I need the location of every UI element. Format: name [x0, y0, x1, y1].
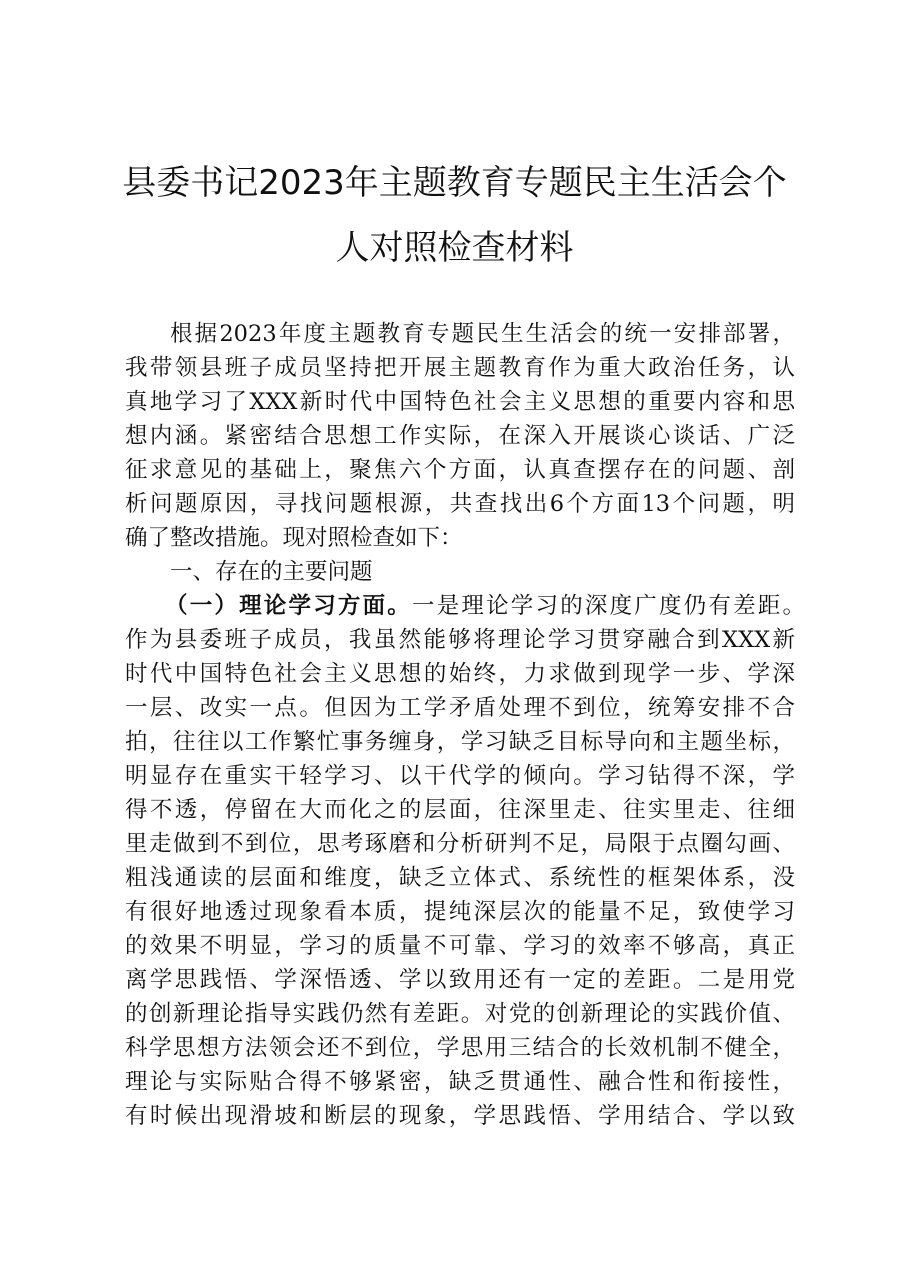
intro-line: 我带领县班子成员坚持把开展主题教育作为重大政治任务，认 — [125, 355, 795, 381]
section-line: 粗浅通读的层面和维度，缺乏立体式、系统性的框架体系，没 — [125, 865, 795, 891]
section-line: 得不透，停留在大而化之的层面，往深里走、往实里走、往细 — [125, 797, 795, 823]
section-line: 有时候出现滑坡和断层的现象，学思践悟、学用结合、学以致 — [125, 1103, 795, 1129]
section-line: 的创新理论指导实践仍然有差距。对党的创新理论的实践价值、 — [125, 1001, 795, 1027]
section-line: 明显存在重实干轻学习、以干代学的倾向。学习钻得不深，学 — [125, 763, 795, 789]
section-line: 的效果不明显，学习的质量不可靠、学习的效率不够高，真正 — [125, 933, 795, 959]
intro-line: 根据2023年度主题教育专题民生生活会的统一安排部署， — [170, 321, 795, 347]
section-line: 科学思想方法领会还不到位，学思用三结合的长效机制不健全， — [125, 1035, 795, 1061]
section-line: 里走做到不到位，思考琢磨和分析研判不足，局限于点圈勾画、 — [125, 831, 795, 857]
section-heading: 一、存在的主要问题 — [170, 559, 373, 585]
section-line: 拍，往往以工作繁忙事务缠身，学习缺乏目标导向和主题坐标， — [125, 729, 795, 755]
document-title-line-1: 县委书记2023年主题教育专题民主生活会个 — [122, 163, 787, 203]
section-line: 一层、改实一点。但因为工学矛盾处理不到位，统筹安排不合 — [125, 695, 795, 721]
section-first-line — [165, 589, 805, 623]
section-line: 时代中国特色社会主义思想的始终，力求做到现学一步、学深 — [125, 661, 795, 687]
section-line: 有很好地透过现象看本质，提纯深层次的能量不足，致使学习 — [125, 899, 795, 925]
section-line: 作为县委班子成员，我虽然能够将理论学习贯穿融合到XXX新 — [125, 627, 795, 653]
intro-line: 析问题原因，寻找问题根源，共查找出6个方面13个问题，明 — [125, 491, 795, 517]
document-title-line-2: 人对照检查材料 — [335, 228, 574, 268]
section-line: 理论与实际贴合得不够紧密，缺乏贯通性、融合性和衔接性， — [125, 1069, 795, 1095]
section-line: 离学思践悟、学深悟透、学以致用还有一定的差距。二是用党 — [125, 967, 795, 993]
sub-heading: （一）理论学习方面。 — [165, 593, 412, 619]
section-first-line-rest: 一是理论学习的深度广度仍有差距。 — [412, 593, 805, 619]
intro-line: 征求意见的基础上，聚焦六个方面，认真查摆存在的问题、剖 — [125, 457, 795, 483]
intro-line: 真地学习了XXX新时代中国特色社会主义思想的重要内容和思 — [125, 389, 795, 415]
intro-line: 确了整改措施。现对照检查如下： — [125, 525, 463, 551]
intro-line: 想内涵。紧密结合思想工作实际，在深入开展谈心谈话、广泛 — [125, 423, 795, 449]
